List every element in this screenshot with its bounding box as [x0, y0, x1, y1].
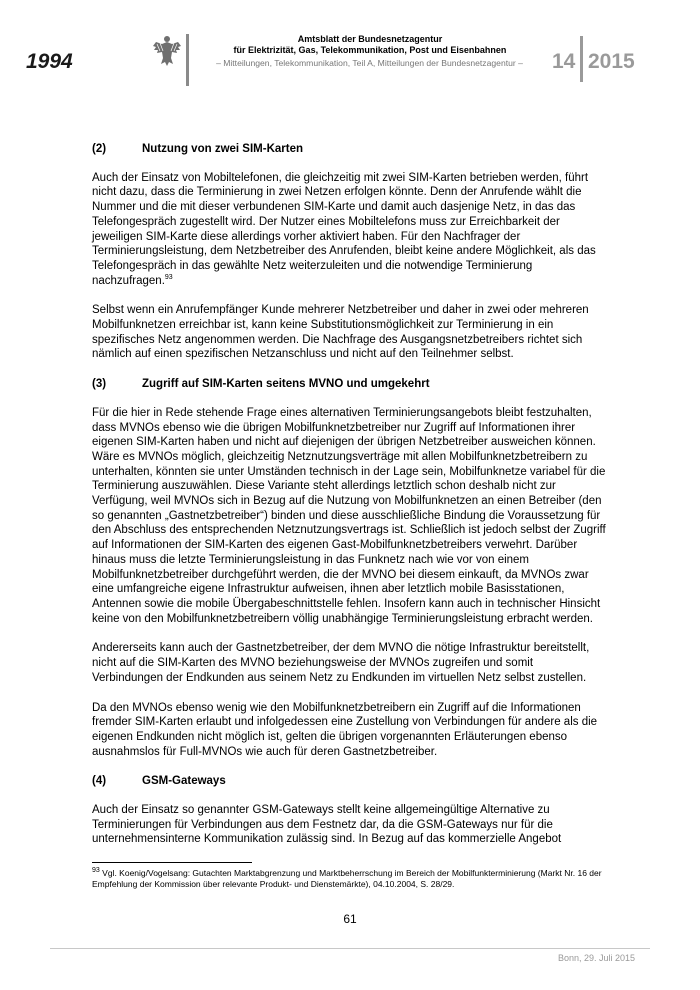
- section-heading-3: [92, 377, 607, 392]
- gazette-subtitle: – Mitteilungen, Telekommunikation, Teil A, Mitteilungen der Bundesnetzagentur –: [216, 58, 523, 68]
- section-number: (3): [92, 378, 107, 391]
- issue-year: 2015: [588, 50, 635, 73]
- section-number: (2): [92, 143, 107, 155]
- footer-date: Bonn, 29. Juli 2015: [557, 953, 635, 963]
- issue-number: 14: [552, 50, 576, 73]
- footnote-number: 93: [92, 867, 100, 875]
- gazette-title: [200, 34, 540, 56]
- section-title: GSM-Gateways: [142, 775, 226, 788]
- section-heading-4: [92, 774, 607, 789]
- footnote-text: Vgl. Koenig/Vogelsang: Gutachten Marktabgrenzung und Marktbeherrschung im Bereich der Mobilfunkterminierung (Markt Nr. 16 der Empfehlung der Kommission über relevante Produkt- und Dienstemärkte), 04.10.2004, S. 28/29.: [92, 868, 602, 889]
- header-divider: [186, 34, 189, 86]
- footer-rule: [50, 948, 650, 949]
- paragraph: Auch der Einsatz so genannter GSM-Gateways stellt keine allgemeingültige Alternative zu Terminierungen für Verbindungen aus dem Festnetz dar, da die GSM-Gateways nur für die unternehmensinterne Kommunikation zulässig sind. In Bezug auf das kommerzielle Angebot: [92, 804, 562, 846]
- gazette-title-line-1: Amtsblatt der Bundesnetzagentur: [297, 34, 443, 44]
- footnote: [92, 868, 612, 889]
- page-year-left: 1994: [26, 50, 73, 73]
- paragraph: Für die hier in Rede stehende Frage eines alternativen Terminierungsangebots bleibt festzuhalten, dass MVNOs ebenso wie die übrigen Mobilfunknetzbetreiber nur Zugriff auf Informationen ihrer eigenen SIM-Karten haben und nicht auf diejenigen der übrigen Netzbetreiber ausweichen können. Wäre es MVNOs möglich, gleichzeitig Netznutzungsverträge mit allen Mobilfunknetzbetreibern zu unterhalten, könnten sie unter Umständen technisch in der Lage sein, Mobilfunknetze variabel für die Terminierung auszuwählen. Diese Variante steht allerdings letztlich schon deshalb nicht zur Verfügung, weil MVNOs sich in Bezug auf die Nutzung von Mobilfunknetzen an einen Betreiber (den so genannten „Gastnetzbetreiber“) binden und diese ausschließliche Bindung die Voraussetzung für den Abschluss des entsprechenden Netznutzungsvertrags ist. Schließlich ist jedoch selbst der Zugriff auf Informationen der SIM-Karten des eigenen Gast-Mobilfunknetzbetreibers verwehrt. Darüber hinaus muss die letzte Terminierungsleistung in das Funknetz nach wie vor von einem Mobilfunknetzbetreiber durchgeführt werden, die der MVNO bei diesem einkauft, da MVNOs zwar eine umfangreiche eigene Infrastruktur aufweisen, ihnen aber letztlich mobile Basisstationen, Antennen sowie die mobile Übergabeschnittstelle fehlen. Insofern kann auch in technischer Hinsicht keine von den Mobilfunknetzbetreibern völlig unabhängige Terminierungsleistung erbracht werden.: [92, 406, 606, 625]
- section-number: (4): [92, 775, 107, 788]
- paragraph: Da den MVNOs ebenso wenig wie den Mobilfunknetzbetreibern ein Zugriff auf die Informationen fremder SIM-Karten erlaubt und infolgedessen eine Zustellung von Verbindungen für andere als die eigenen Endkunden nicht möglich ist, gelten die übrigen vorgenannten Erläuterungen ebenso ausnahmslos für Full-MVNOs wie auch für deren Gastnetzbetreiber.: [92, 701, 598, 758]
- page-number: 61: [343, 912, 357, 926]
- paragraph: Selbst wenn ein Anrufempfänger Kunde mehrerer Netzbetreiber und daher in zwei oder mehreren Mobilfunknetzen erreichbar ist, kann keine Substitutionsmöglichkeit zur Terminierung in ein spezifisches Netz angenommen werden. Die Nachfrage des Ausgangsnetzbetreibers richtet sich nämlich auf einen spezifischen Netzanschluss und nicht auf den Teilnehmer selbst.: [92, 304, 589, 361]
- section-heading-2: [92, 142, 607, 157]
- paragraph: Andererseits kann auch der Gastnetzbetreiber, der dem MVNO die nötige Infrastruktur bereitstellt, nicht auf die SIM-Karten des MVNO beziehungsweise der MVNOs zugreifen und somit Verbindungen der Endkunden aus seinem Netz zu Endkunden im virtuellen Netz selbst zustellen.: [92, 642, 590, 684]
- issue-divider: [580, 36, 583, 82]
- paragraph: Auch der Einsatz von Mobiltelefonen, die gleichzeitig mit zwei SIM-Karten betrieben werden, führt nicht dazu, dass die Terminierung in zwei Netzen erfolgen könnte. Denn der Anrufende wählt die Nummer und die mit dieser verbundenen SIM-Karte und damit auch dasjenige Netz, in das das Telefongespräch zugestellt wird. Der Nutzer eines Mobiltelefons muss zur Erreichbarkeit der jeweiligen SIM-Karte diese allerdings vorher aktiviert haben. Für den Nachfrager der Terminierungsleistung, dem Netzbetreiber des Anrufenden, bleibt keine andere Möglichkeit, als das Telefongespräch in das gewählte Netz weiterzuleiten und die notwendige Terminierung nachzufragen.$^{93}$: [92, 171, 596, 287]
- federal-eagle-icon: [152, 34, 182, 68]
- section-title: Zugriff auf SIM-Karten seitens MVNO und umgekehrt: [142, 378, 430, 391]
- gazette-title-line-2: für Elektrizität, Gas, Telekommunikation, Post und Eisenbahnen: [233, 45, 507, 55]
- footnote-reference[interactable]: 93: [164, 273, 173, 281]
- section-title: Nutzung von zwei SIM-Karten: [142, 143, 303, 155]
- footnote-separator: [92, 862, 252, 863]
- document-body: [92, 142, 607, 862]
